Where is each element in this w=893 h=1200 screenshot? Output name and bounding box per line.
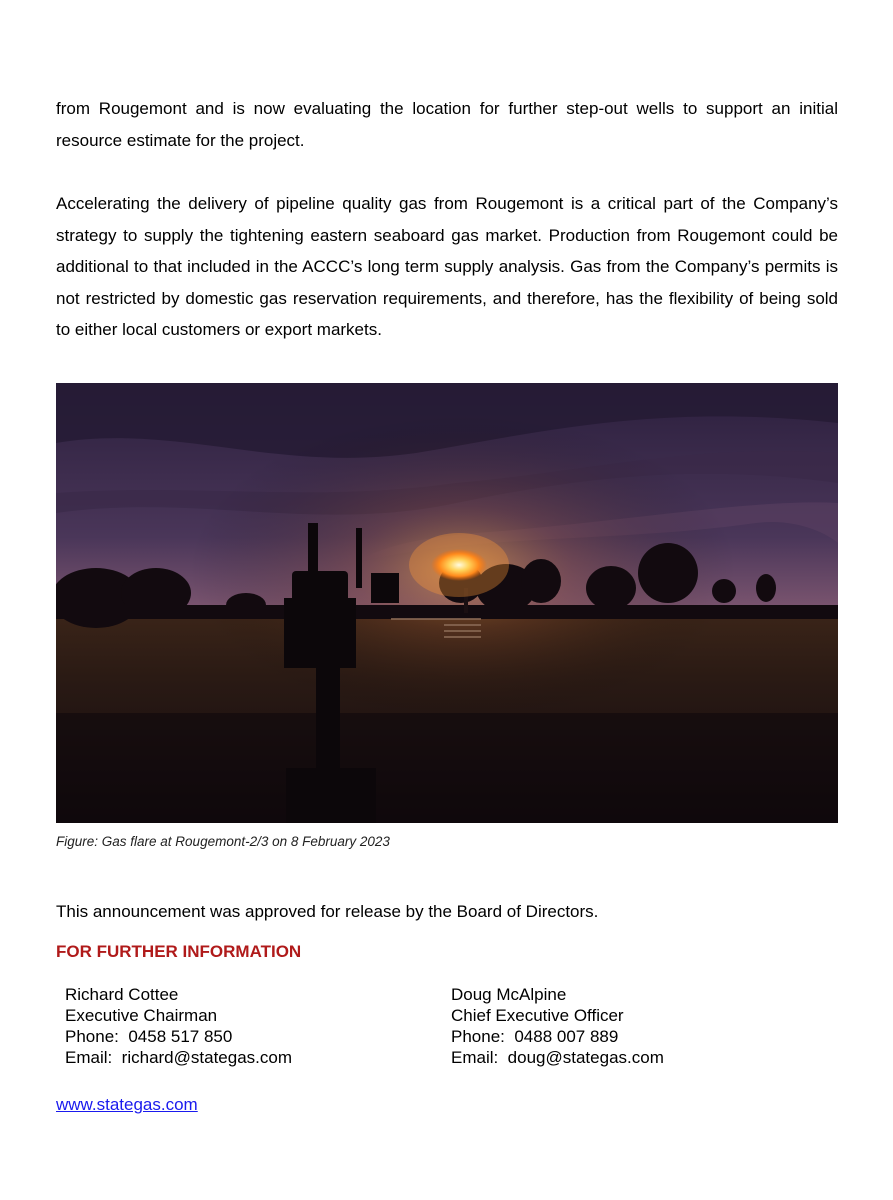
- body-paragraph-2: Accelerating the delivery of pipeline quality gas from Rougemont is a critical part of the Company’s strategy to supply the tightening eastern seaboard gas market. Production from Rougemont could be additional to that included in the ACCC’s long term supply analysis. Gas from the Company’s permits is not restricted by domestic gas reservation requirements, and therefore, has the flexibility of being sold to either local customers or export markets.: [56, 194, 838, 339]
- contact-name: Richard Cottee: [65, 985, 179, 1004]
- contact-phone: Phone: 0488 007 889: [451, 1027, 619, 1046]
- approval-statement: This announcement was approved for release by the Board of Directors.: [56, 902, 599, 921]
- body-paragraph-1: from Rougemont and is now evaluating the location for further step-out wells to support an initial resource estimate for the project.: [56, 99, 838, 150]
- contact-title: Executive Chairman: [65, 1006, 218, 1025]
- contact-block-ceo: [451, 984, 664, 1068]
- website-link[interactable]: www.stategas.com: [56, 1095, 198, 1114]
- contact-phone: Phone: 0458 517 850: [65, 1027, 233, 1046]
- contact-block-chairman: [65, 984, 292, 1068]
- contact-title: Chief Executive Officer: [451, 1006, 624, 1025]
- gas-flare-photo: [56, 383, 838, 823]
- contact-email: Email: richard@stategas.com: [65, 1048, 293, 1067]
- figure-caption: Figure: Gas flare at Rougemont-2/3 on 8 February 2023: [56, 834, 390, 849]
- contact-email: Email: doug@stategas.com: [451, 1048, 664, 1067]
- further-information-heading: FOR FURTHER INFORMATION: [56, 942, 302, 961]
- contact-name: Doug McAlpine: [451, 985, 567, 1004]
